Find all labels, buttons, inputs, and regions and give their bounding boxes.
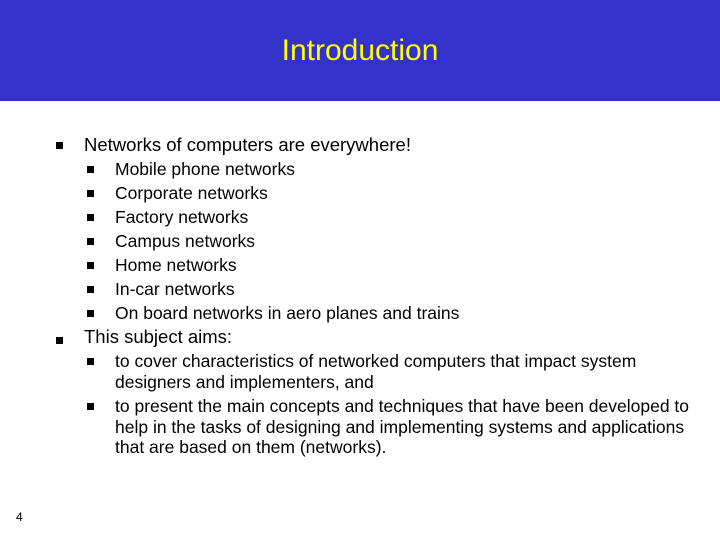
bullet-square-icon — [87, 403, 94, 410]
bullet-square-icon — [87, 190, 94, 197]
sub-bullet-text: Factory networks — [115, 207, 249, 227]
page-number: 4 — [16, 510, 23, 524]
bullet-text: This subject aims: — [84, 326, 233, 347]
bullet-square-icon — [87, 238, 94, 245]
sub-bullet-text: Corporate networks — [115, 183, 268, 203]
sub-bullet-text: to present the main concepts and techniques that have been developed to help in the tasks of designing and implementing systems and applications that are based on them (networks). — [115, 396, 690, 457]
sub-bullet-text: In-car networks — [115, 279, 235, 299]
bullet-square-icon — [87, 286, 94, 293]
bullet-square-icon — [87, 262, 94, 269]
slide-title: Introduction — [281, 34, 439, 67]
bullet-square-icon — [87, 310, 94, 317]
sub-bullet-text: Campus networks — [115, 231, 256, 251]
bullet-text: Networks of computers are everywhere! — [84, 134, 411, 155]
bullet-square-icon — [56, 337, 63, 344]
bullet-square-icon — [87, 166, 94, 173]
sub-bullet-text: Mobile phone networks — [115, 159, 295, 179]
sub-bullet-text: On board networks in aero planes and trains — [115, 303, 460, 323]
bullet-square-icon — [87, 358, 94, 365]
sub-bullet-text: to cover characteristics of networked computers that impact system designers and implementers, and — [115, 351, 637, 392]
sub-bullet-text: Home networks — [115, 255, 237, 275]
bullet-square-icon — [87, 214, 94, 221]
bullet-square-icon — [56, 142, 63, 149]
